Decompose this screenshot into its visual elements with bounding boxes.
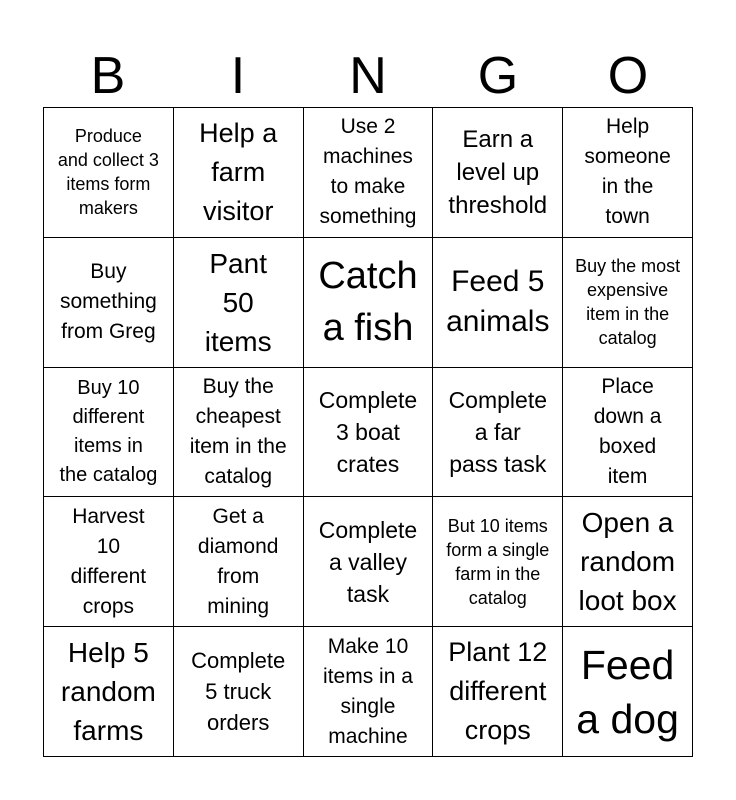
cell-text: Use 2 machines to make something — [319, 115, 417, 229]
cell-text: Buy 10 different items in the catalog — [59, 376, 158, 486]
header-letter-g: G — [477, 47, 519, 105]
bingo-cell[interactable] — [304, 627, 434, 757]
bingo-cell[interactable] — [174, 627, 304, 757]
bingo-cell[interactable] — [304, 497, 434, 627]
bingo-cell[interactable] — [304, 108, 434, 238]
bingo-cell[interactable] — [563, 108, 693, 238]
header-letter-n: N — [349, 47, 387, 105]
cell-text: Buy the most expensive item in the catalog — [575, 256, 681, 349]
bingo-cell[interactable] — [44, 368, 174, 498]
cell-text: Feed 5 animals — [446, 265, 550, 339]
cell-text: Get a diamond from mining — [197, 504, 279, 618]
cell-text: Buy the cheapest item in the catalog — [189, 374, 287, 488]
bingo-cell[interactable] — [44, 238, 174, 368]
cell-text: Complete a far pass task — [448, 386, 547, 477]
cell-text: Feed a dog — [576, 641, 679, 742]
bingo-cell[interactable] — [433, 238, 563, 368]
bingo-cell[interactable] — [433, 627, 563, 757]
bingo-grid — [43, 107, 693, 757]
cell-text: But 10 items form a single farm in the catalog — [446, 515, 550, 608]
cell-text: Plant 12 different crops — [448, 637, 548, 746]
header-letter-i: I — [230, 47, 246, 105]
bingo-cell[interactable] — [433, 497, 563, 627]
cell-text: Place down a boxed item — [593, 374, 662, 488]
bingo-cell[interactable] — [563, 627, 693, 757]
cell-text: Catch a fish — [318, 255, 418, 350]
cell-text: Buy something from Greg — [59, 260, 157, 344]
bingo-cell[interactable] — [44, 108, 174, 238]
cell-text: Open a random loot box — [578, 507, 677, 617]
bingo-cell[interactable] — [44, 497, 174, 627]
bingo-cell[interactable] — [433, 368, 563, 498]
cell-text: Earn a level up threshold — [448, 125, 548, 219]
header-letter-o: O — [607, 47, 649, 105]
cell-text: Help someone in the town — [584, 115, 671, 229]
bingo-cell[interactable] — [174, 238, 304, 368]
bingo-cell[interactable] — [304, 368, 434, 498]
bingo-cell[interactable] — [433, 108, 563, 238]
bingo-header — [43, 44, 693, 108]
cell-text: Help a farm visitor — [199, 117, 278, 226]
bingo-cell[interactable] — [44, 627, 174, 757]
cell-text: Pant 50 items — [204, 247, 272, 357]
bingo-cell[interactable] — [563, 368, 693, 498]
cell-text: Make 10 items in a single machine — [323, 634, 413, 748]
cell-text: Complete a valley task — [318, 516, 418, 607]
bingo-cell[interactable] — [563, 238, 693, 368]
bingo-cell[interactable] — [174, 108, 304, 238]
bingo-cell[interactable] — [304, 238, 434, 368]
cell-text: Complete 3 boat crates — [318, 386, 418, 477]
bingo-cell[interactable] — [563, 497, 693, 627]
bingo-cell[interactable] — [174, 368, 304, 498]
cell-text: Complete 5 truck orders — [191, 648, 286, 736]
header-letter-b: B — [90, 47, 126, 105]
cell-text: Produce and collect 3 items form makers — [57, 126, 159, 219]
bingo-cell[interactable] — [174, 497, 304, 627]
cell-text: Harvest 10 different crops — [70, 504, 147, 618]
cell-text: Help 5 random farms — [60, 637, 156, 747]
